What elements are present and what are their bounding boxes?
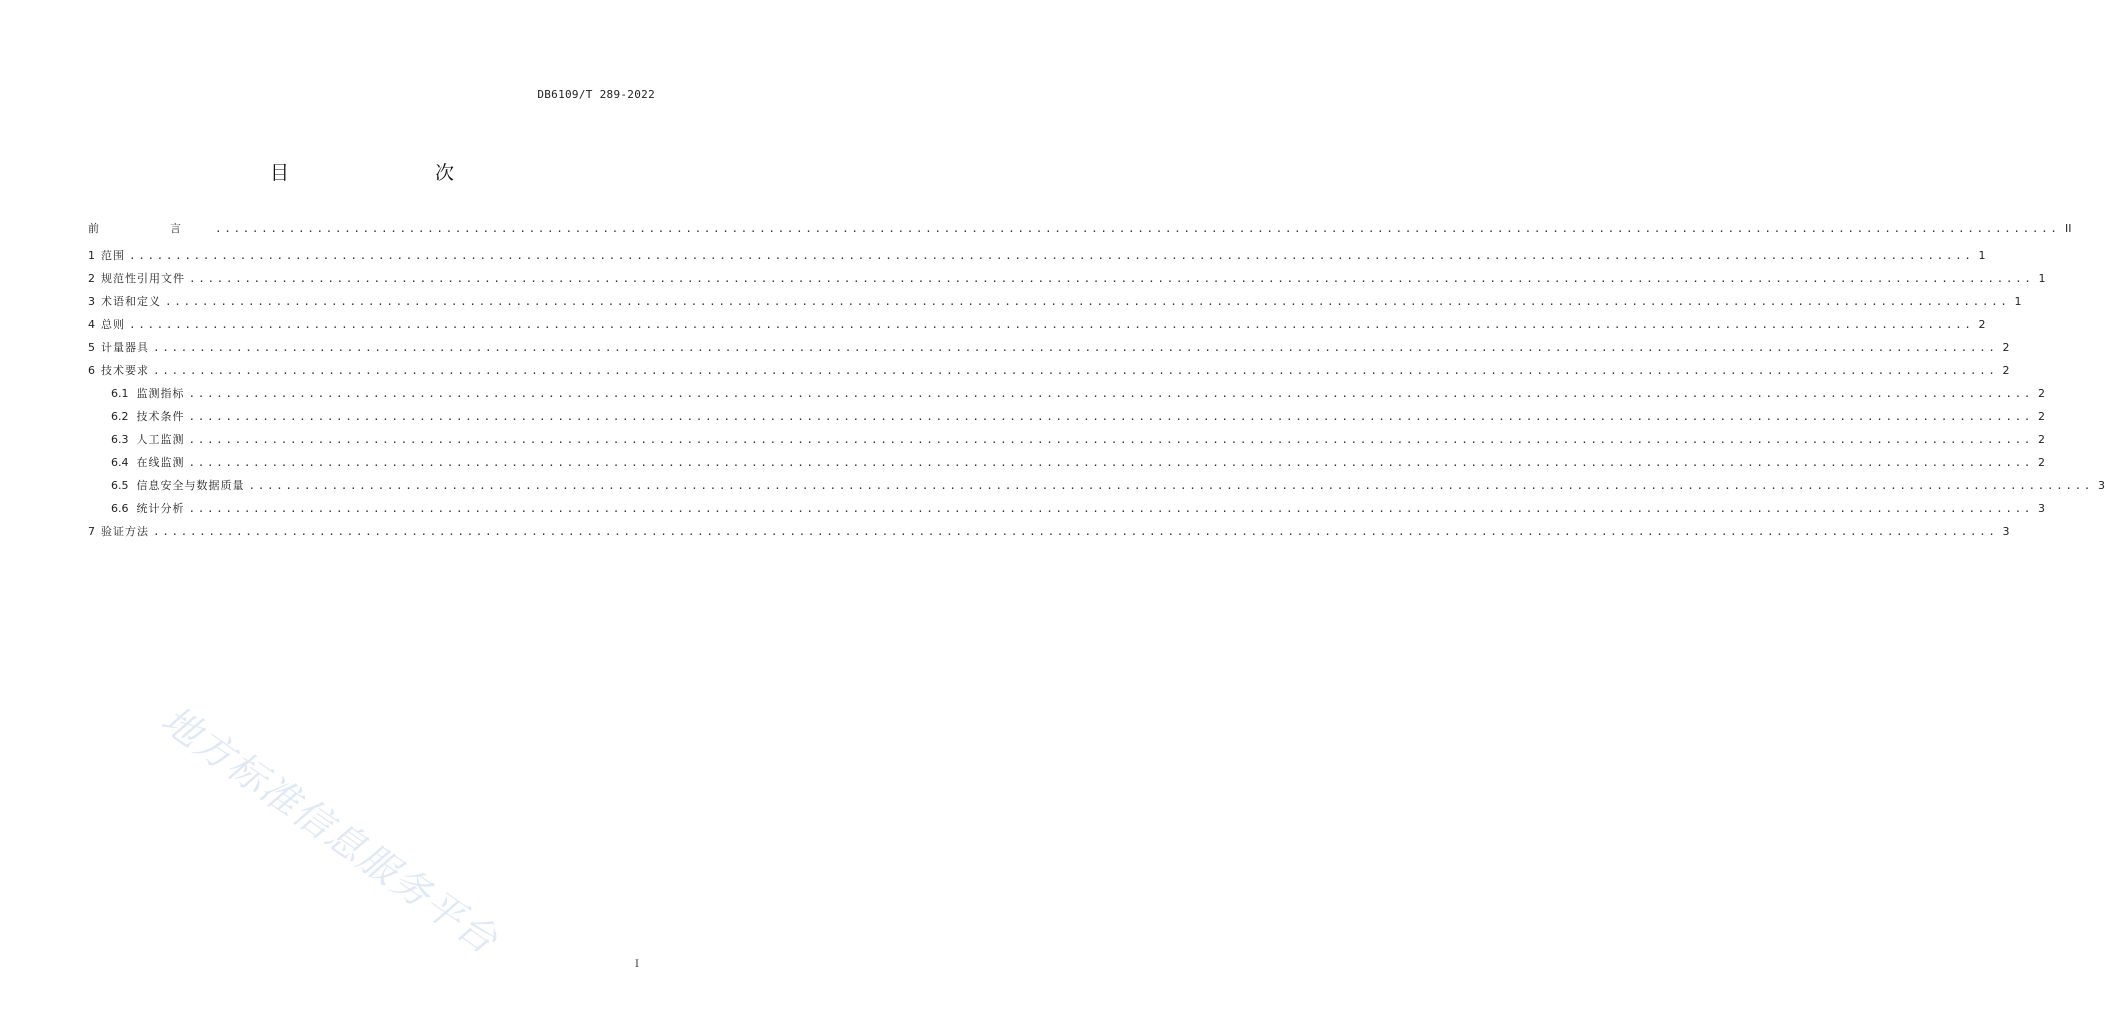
- toc-entry-page: 1: [1978, 249, 1986, 262]
- toc-leader-dots: ........................................................................................................................................................................................................: [153, 525, 1998, 538]
- toc-entry-label: 前 言: [88, 222, 211, 235]
- toc-entry-page: 3: [2038, 502, 2046, 515]
- toc-entry-label: 监测指标: [136, 387, 185, 400]
- toc-entry-page: 1: [2014, 295, 2022, 308]
- toc-entry-number: 3: [88, 295, 95, 308]
- page-number: I: [635, 959, 639, 970]
- toc-entry[interactable]: [88, 339, 2010, 362]
- toc-entry-label: 术语和定义: [101, 295, 161, 308]
- toc-entry-number: 6.4: [111, 456, 129, 469]
- toc-entry-page: 2: [2038, 410, 2046, 423]
- toc-entry-label: 计量器具: [101, 341, 149, 354]
- page-title: 目 次: [269, 162, 490, 184]
- toc-entry-page: 2: [1978, 318, 1986, 331]
- toc-entry-page: 2: [2038, 387, 2046, 400]
- toc-entry-page: 3: [2098, 479, 2105, 492]
- toc-leader-dots: ........................................................................................................................................................................................................: [188, 387, 2034, 400]
- toc-entry-number: 6.5: [111, 479, 129, 492]
- toc-entry-label: 信息安全与数据质量: [136, 479, 245, 492]
- toc-leader-dots: ........................................................................................................................................................................................................: [188, 410, 2034, 423]
- toc-entry-label: 总则: [101, 318, 125, 331]
- toc-entry[interactable]: [88, 220, 2072, 243]
- toc-entry-label: 统计分析: [136, 502, 185, 515]
- toc-leader-dots: ........................................................................................................................................................................................................: [189, 272, 2034, 285]
- toc-entry-number: 5: [88, 341, 95, 354]
- toc-entry[interactable]: [88, 477, 2105, 500]
- toc-entry-number: 6.1: [111, 387, 129, 400]
- toc-entry[interactable]: [88, 385, 2046, 408]
- toc-leader-dots: ........................................................................................................................................................................................................: [188, 502, 2034, 515]
- toc-entry-number: 4: [88, 318, 95, 331]
- toc-entry-number: 7: [88, 525, 95, 538]
- toc-leader-dots: ........................................................................................................................................................................................................: [215, 222, 2060, 235]
- toc-entry-label: 验证方法: [101, 525, 149, 538]
- toc-entry[interactable]: [88, 454, 2046, 477]
- document-code: DB6109/T 289-2022: [537, 88, 655, 101]
- toc-entry-number: 6.6: [111, 502, 129, 515]
- toc-leader-dots: ........................................................................................................................................................................................................: [248, 479, 2094, 492]
- toc-entry[interactable]: [88, 431, 2046, 454]
- toc-entry-page: 2: [2038, 456, 2046, 469]
- toc-entry-label: 在线监测: [136, 456, 185, 469]
- watermark: 地方标准信息服务平台: [153, 697, 507, 963]
- toc-entry[interactable]: [88, 316, 1986, 339]
- toc-entry[interactable]: [88, 500, 2046, 523]
- toc-leader-dots: ........................................................................................................................................................................................................: [153, 341, 1998, 354]
- toc-entry[interactable]: [88, 523, 2010, 546]
- toc-entry-number: 6.2: [111, 410, 129, 423]
- table-of-contents: [88, 220, 2105, 546]
- toc-entry-page: 2: [2002, 341, 2010, 354]
- toc-entry[interactable]: [88, 247, 1986, 270]
- toc-entry-page: 1: [2038, 272, 2046, 285]
- toc-leader-dots: ........................................................................................................................................................................................................: [188, 456, 2034, 469]
- toc-entry-label: 人工监测: [136, 433, 185, 446]
- toc-entry-label: 范围: [101, 249, 125, 262]
- toc-entry-page: 2: [2038, 433, 2046, 446]
- toc-entry-number: 2: [88, 272, 95, 285]
- toc-entry[interactable]: [88, 270, 2046, 293]
- toc-leader-dots: ........................................................................................................................................................................................................: [188, 433, 2034, 446]
- toc-entry-label: 技术要求: [101, 364, 149, 377]
- toc-entry-page: II: [2065, 222, 2072, 235]
- toc-leader-dots: ........................................................................................................................................................................................................: [129, 249, 1974, 262]
- toc-leader-dots: ........................................................................................................................................................................................................: [129, 318, 1974, 331]
- toc-entry[interactable]: [88, 408, 2046, 431]
- toc-leader-dots: ........................................................................................................................................................................................................: [153, 364, 1998, 377]
- toc-entry-number: 6.3: [111, 433, 129, 446]
- toc-leader-dots: ........................................................................................................................................................................................................: [165, 295, 2010, 308]
- toc-entry-label: 技术条件: [136, 410, 185, 423]
- toc-entry[interactable]: [88, 362, 2010, 385]
- toc-entry[interactable]: [88, 293, 2022, 316]
- toc-entry-number: 6: [88, 364, 95, 377]
- toc-entry-label: 规范性引用文件: [101, 272, 185, 285]
- toc-entry-number: 1: [88, 249, 95, 262]
- toc-entry-page: 2: [2002, 364, 2010, 377]
- toc-entry-page: 3: [2002, 525, 2010, 538]
